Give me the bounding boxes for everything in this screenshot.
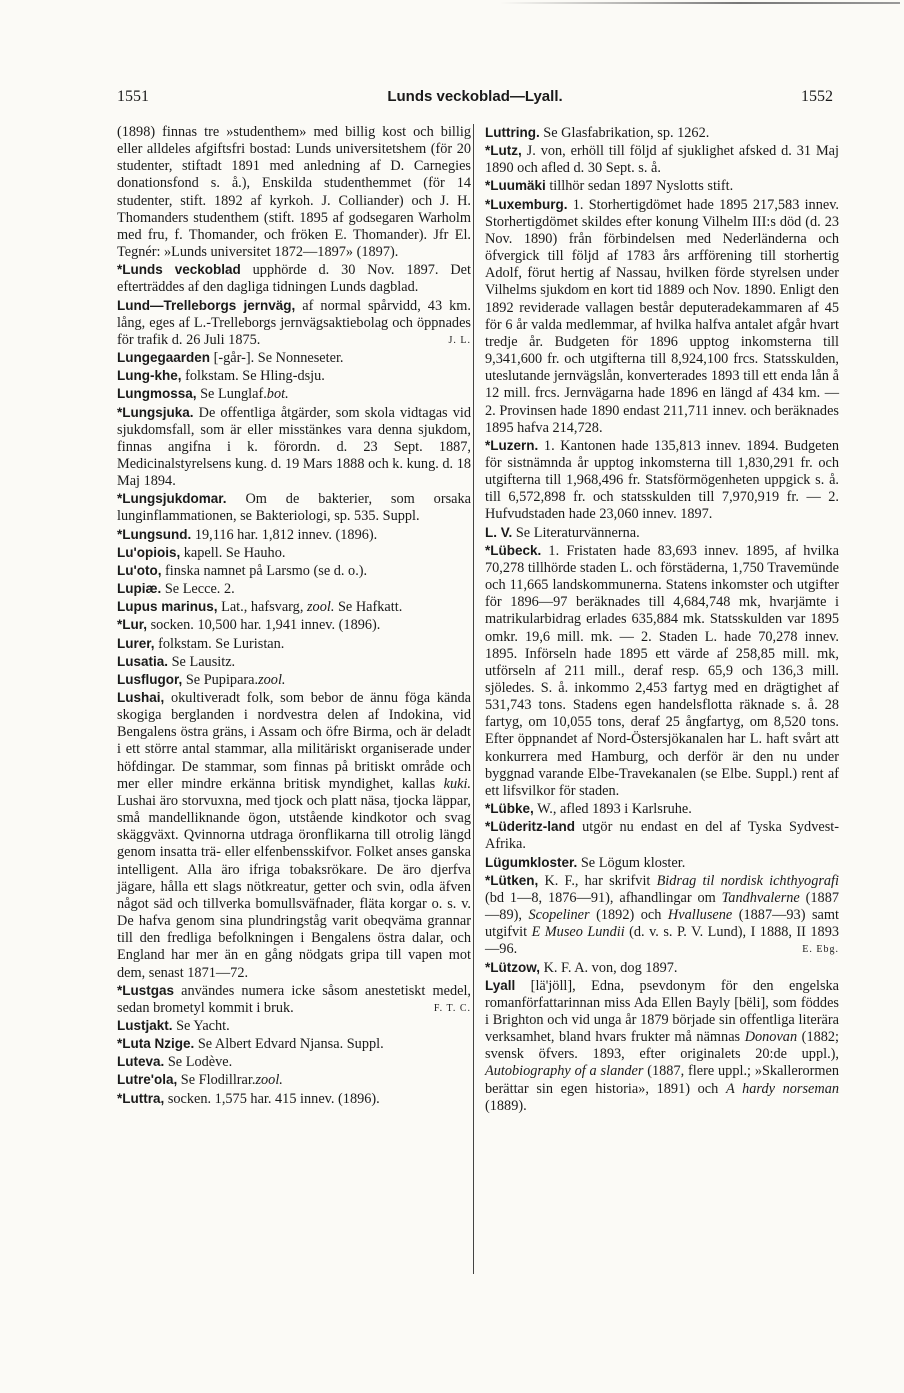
entry <box>117 635 471 653</box>
entry-headword: *Lungsund. <box>117 526 192 542</box>
entry-text: Se Lodève. <box>164 1054 233 1071</box>
entry-headword: L. V. <box>485 524 513 540</box>
entry-italic: bot. <box>266 386 289 403</box>
entry <box>117 297 471 349</box>
entry-text: kapell. Se Hauho. <box>180 544 286 561</box>
entry <box>117 653 471 671</box>
entry-text: okultiveradt folk, som bebor de ännu föga kända skogiga berglanden i nordvestra delen af Indokina, vid Bengalens östra gräns, i Assam och öfre Birma, och är deladt i ett större antal stammar, alla militäriskt organiserade under höfdingar. De stammar, som finnas på britiskt område och mer eller mindre erkänna britisk myndighet, kallas <box>117 690 471 792</box>
entry-text: (1887—89), <box>485 889 839 924</box>
entry-text: Se Yacht. <box>172 1017 230 1034</box>
entry-text: Lat., hafsvarg, <box>217 599 307 616</box>
entry-headword: *Lützow, <box>485 959 540 975</box>
entry-text: [lä'jöll], Edna, psevdonym för den engelska romanförfattarinnan miss Ada Ellen Bayly [bëli], som föddes i Brighton och vid unga år 1879 började sin offentliga literära verksamhet, bland hvars frukter må nämnas <box>485 977 839 1046</box>
entry-headword: Lupiæ. <box>117 581 162 597</box>
entry <box>117 261 471 296</box>
entry <box>485 124 839 142</box>
entry-headword: *Lungsjuka. <box>117 404 194 420</box>
entry-text: (1882; svensk öfvers. 1893, efter originalets 20:de uppl.), <box>485 1029 840 1063</box>
entry-text: K. F., har skrifvit <box>538 872 657 889</box>
entry-headword: *Lübeck. <box>485 542 542 558</box>
entry-text: Se Glasfabrikation, sp. 1262. <box>539 125 710 141</box>
entry-headword: Lyall <box>485 977 516 993</box>
entry-text: Se Lögum kloster. <box>577 854 686 871</box>
entry-text: socken. 10,500 har. 1,941 innev. (1896). <box>147 617 381 634</box>
entry <box>117 490 471 525</box>
entry <box>485 800 839 818</box>
entry <box>117 1035 471 1053</box>
entry <box>485 818 839 853</box>
entry-italic: kuki. <box>443 775 471 792</box>
entry <box>485 177 839 195</box>
entry <box>117 562 471 580</box>
entry-headword: *Luta Nzige. <box>117 1036 195 1052</box>
entry-headword: *Lutz, <box>485 143 522 159</box>
entry-italic: E Museo Lundii <box>531 924 625 941</box>
entry <box>117 1090 471 1108</box>
entry-headword: *Lur, <box>117 617 148 633</box>
entry <box>117 1071 471 1089</box>
entry <box>117 526 471 544</box>
entry-headword: *Luxemburg. <box>485 196 568 212</box>
entry-text: W., afled 1893 i Karlsruhe. <box>533 801 692 818</box>
entry-headword: Lu'opiois, <box>117 544 181 560</box>
entry-text: (1887, flere uppl.; »Skallerormen berättar sin egen historia», 1891) och <box>485 1063 839 1097</box>
right-column <box>485 124 839 1115</box>
entry-text: tillhör sedan 1897 Nyslotts stift. <box>545 178 734 195</box>
running-title: Lunds veckoblad—Lyall. <box>387 88 563 105</box>
entry-text: Se Pupipara. <box>182 671 259 688</box>
entry-headword: Lustjakt. <box>117 1017 173 1033</box>
entry <box>485 977 839 1115</box>
entry-italic: zool. <box>258 671 286 688</box>
entry-headword: *Lungsjukdomar. <box>117 491 227 507</box>
left-column <box>117 124 471 1108</box>
entry-headword: Lung-khe, <box>117 368 182 384</box>
entry <box>485 959 839 977</box>
author-signature: F. T. C. <box>433 1002 471 1014</box>
entry-italic: Bidrag til nordisk ichthyografi <box>656 872 839 889</box>
entry-headword: Lupus marinus, <box>117 599 218 615</box>
entry-text: De offentliga åtgärder, som skola vidtagas vid sjukdomsfall, som är eller misstänkes vara denna sjukdom, finnas angifna i k. förordn. d. 23 Sept. 1887, Medicinalstyrelsens kung. d. 19 Mars 1888 och k. kung. d. 18 Maj 1894. <box>117 404 471 490</box>
entry-text: 19,116 har. 1,812 innev. (1896). <box>191 526 378 543</box>
entry-italic: A hardy norseman <box>725 1080 840 1097</box>
author-signature: J. L. <box>448 334 471 346</box>
entry-headword: Lutre'ola, <box>117 1072 178 1088</box>
entry-headword: *Lübke, <box>485 801 534 817</box>
entry-text: finska namnet på Larsmo (se d. o.). <box>161 562 368 579</box>
entry-text: folkstam. Se Hling-dsju. <box>181 368 325 385</box>
entry-text: 1. Storhertigdömet hade 1895 217,583 innev. Storhertigdömet skildes efter konung Vilhelm III:s död (d. 23 Nov. 1890) från förbindelsen med Nederländerna och öfvergick till följd af 1783 års arfförening till storhertig Adolf, förut hertig af Nassau, hvilken förde styrelsen under Vilhelms sjukdom en kort tid 1889 och Nov. 1890. Enligt den 1892 reviderade vallagen består deputeradekammaren af 45 för 6 år valda medlemmar, af hvilka halfva antalet afgår hvart tredje år. Budgeten för 1896 upptog inkomsterna till 9,341,600 fr. och utgifterna till 8,924,100 frcs. Statsskulden, uteslutande jernvägslån, konverterades 1893 till ett enda lån å 12 mill. frcs. Jernvägarna hade 1896 en längd af 434 km. — 2. Provinsen hade 1890 endast 211,711 innev. och beräknades 1895 hafva 214,728. <box>485 196 839 436</box>
entry-text: Lushai äro storvuxna, med tjock och platt näsa, tjocka läppar, små mandelliknande ögon, utstående kindkotor och svag skäggväxt. Qvinnorna utdraga öronflikarna till otrolig längd genom insatta trä- eller elfenbensskifvor. Folket anses ganska intelligent. Alla äro ifriga tobaksrökare. De äro djerfva jägare, hålla ett slags nötkreatur, getter och svin, odla äfven något säd och tillverka bomullsväfnader, fläta korgar o. s. v. De hafva genom sina plundringståg varit obeqväma grannar till den fredliga befolkningen i Bengalens östra dalar, och England har mer än en gång nödgats gripa till vapen mot dem, senast 1871—72. <box>117 792 471 981</box>
entry <box>117 385 471 403</box>
entry-text: Se Albert Edvard Njansa. Suppl. <box>194 1036 384 1053</box>
entry <box>117 404 471 491</box>
entry-text: Se Flodillrar. <box>177 1072 256 1089</box>
column-divider <box>473 124 474 1274</box>
entry <box>117 1017 471 1035</box>
entry-text: Se Lunglaf. <box>196 386 267 403</box>
entry <box>117 616 471 634</box>
entry-headword: *Luzern. <box>485 437 539 453</box>
entry-text: (1889). <box>485 1097 527 1114</box>
entry-italic: Donovan <box>744 1029 798 1046</box>
entry-italic: zool. <box>255 1072 283 1089</box>
entry <box>485 542 839 800</box>
entry-italic: zool. <box>306 599 335 616</box>
entry-text: (1892) och <box>589 907 668 924</box>
entry-headword: Lu'oto, <box>117 562 162 578</box>
entry-headword: Luttring. <box>485 125 540 140</box>
entry-text: J. von, erhöll till följd af sjuklighet afsked d. 31 Maj 1890 och afled d. 30 Sept. s. å. <box>485 143 839 177</box>
entry-text: (bd 1—8, 1876—91), afhandlingar om <box>485 889 722 906</box>
entry-text: K. F. A. von, dog 1897. <box>540 959 678 976</box>
page-number-right: 1552 <box>801 88 833 105</box>
entry-headword: Lusflugor, <box>117 671 183 687</box>
author-signature: E. Ebg. <box>802 944 839 956</box>
entry-headword: Luteva. <box>117 1054 165 1070</box>
entry-text: Se Lecce. 2. <box>161 581 235 598</box>
entry-text: Se Lausitz. <box>168 653 236 670</box>
entry-headword: Lund—Trelleborgs jernväg, <box>117 297 296 313</box>
entry-headword: *Lunds veckoblad <box>117 262 241 278</box>
entry-headword: Lungegaarden <box>117 350 211 366</box>
entry-headword: *Lütken, <box>485 872 539 888</box>
entry-text: (1898) finnas tre »studenthem» med billig kost och billig eller alldeles afgiftsfri bostad: Lunds universitetshem (för 20 studenter, stiftadt 1891 med anledning af D. Carnegies donationsfond s. å.), Enskilda studenthemmet (för 14 studenter, stift. 1892 af kyrkoh. J. Colliander) och J. H. Thomanders studenthem (stift. 1895 af godsegaren Warholm med fru, f. Thomander, och fröken E. Thomander). Jfr El. Tegnér: »Lunds universitet 1872—1897» (1897). <box>117 124 471 261</box>
entry-headword: Lurer, <box>117 635 155 651</box>
entry <box>117 580 471 598</box>
entry <box>485 196 839 437</box>
entry <box>117 544 471 562</box>
page-number-left: 1551 <box>117 88 149 105</box>
entry <box>117 671 471 689</box>
entry-text: (d. v. s. P. V. Lund), I 1888, II 1893 —96. <box>485 924 839 958</box>
entry-text: utgör nu endast en del af Tyska Sydvest-Afrika. <box>485 819 839 853</box>
entry <box>117 982 471 1017</box>
entry-headword: Lungmossa, <box>117 386 197 402</box>
entry-text: socken. 1,575 har. 415 innev. (1896). <box>164 1090 380 1107</box>
entry-text: Se Literaturvännerna. <box>512 524 640 541</box>
scan-edge-mark <box>500 2 900 4</box>
entry-headword: *Luumäki <box>485 178 546 194</box>
entry <box>485 872 839 959</box>
entry-text: upphörde d. 30 Nov. 1897. Det efterträddes af den dagliga tidningen Lunds dagblad. <box>117 262 471 296</box>
entry <box>117 1053 471 1071</box>
entry-headword: Lushai, <box>117 690 165 705</box>
entry-text: (1887—93) samt utgifvit <box>485 907 839 941</box>
entry <box>117 689 471 982</box>
entry-text: användes numera icke såsom anestetiskt medel, sedan brometyl kommit i bruk. <box>117 982 471 1016</box>
entry-text: Se Hafkatt. <box>334 599 403 616</box>
entry-headword: *Lüderitz-land <box>485 819 575 835</box>
entry-headword: *Lustgas <box>117 982 175 998</box>
entry-text: af normal spårvidd, 43 km. lång, eges af L.-Trelleborgs jernvägsaktiebolag och öppnades för trafik d. 26 Juli 1875. <box>117 297 471 348</box>
entry-headword: Lügumkloster. <box>485 854 578 870</box>
entry <box>485 142 839 177</box>
entry <box>485 854 839 872</box>
entry-text: Om de bakterier, som orsaka lunginflammationen, se Bakteriologi, sp. 535. Suppl. <box>117 491 471 525</box>
entry-italic: Hvallusene <box>667 907 733 924</box>
entry <box>485 437 839 524</box>
entry <box>117 598 471 616</box>
entry-text: 1. Fristaten hade 83,693 innev. 1895, af hvilka 70,278 tillhörde staden L. och förstäderna, 1,750 Travemünde och 11,665 landskommunerna. Statens inkomster och utgifter för 1896—97 beräknades till 4,684,748 mk, hvarjämte i matrikularbidrag erlades 635,884 mk. Statsskulden var 1895 omkr. 19,6 mill. mk. — 2. Staden L. hade 70,278 innev. 1895. Införseln hade 1895 ett värde af 258,85 mill. mk, utförseln af 211 mill., deraf resp. 65,9 och 136,3 mill. sjöledes. S. å. inkommo 2,453 fartyg med en drägtighet af 531,743 tons. Stadens egen handelsflotta räknade s. å. 28 fartyg, om 10,055 tons, deraf 25 ångfartyg, om 8,520 tons. Efter öppnandet af Nord-Östersjökanalen har L. haft svårt att konkurrera med Hamburg, och derför är den nu under byggnad varande Elbe-Travekanalen (se Elbe. Suppl.) rent af ett lifsvilkor för staden. <box>485 542 839 799</box>
entry <box>117 349 471 367</box>
entry-headword: *Luttra, <box>117 1090 165 1106</box>
page-header <box>117 88 833 112</box>
entry-text: [-går-]. Se Nonneseter. <box>210 350 344 367</box>
entry <box>485 524 839 542</box>
entry-italic: Autobiography of a slander <box>485 1063 644 1080</box>
entry-italic: Tandhvalerne <box>721 889 800 906</box>
entry-text: 1. Kantonen hade 135,813 innev. 1894. Budgeten för sistnämnda år upptog inkomsterna till 1,830,291 fr. och utgifterna till 1,968,496 fr. Statsförmögenheten uppgick s. å. till 6,572,898 fr. och statsskulden till 7,970,919 fr. — 2. Hufvudstaden hade 23,060 innev. 1897. <box>485 437 839 523</box>
entry <box>117 124 471 261</box>
entry-italic: Scopeliner <box>528 907 590 924</box>
entry <box>117 367 471 385</box>
entry-text: folkstam. Se Luristan. <box>154 635 285 652</box>
entry-headword: Lusatia. <box>117 653 169 669</box>
